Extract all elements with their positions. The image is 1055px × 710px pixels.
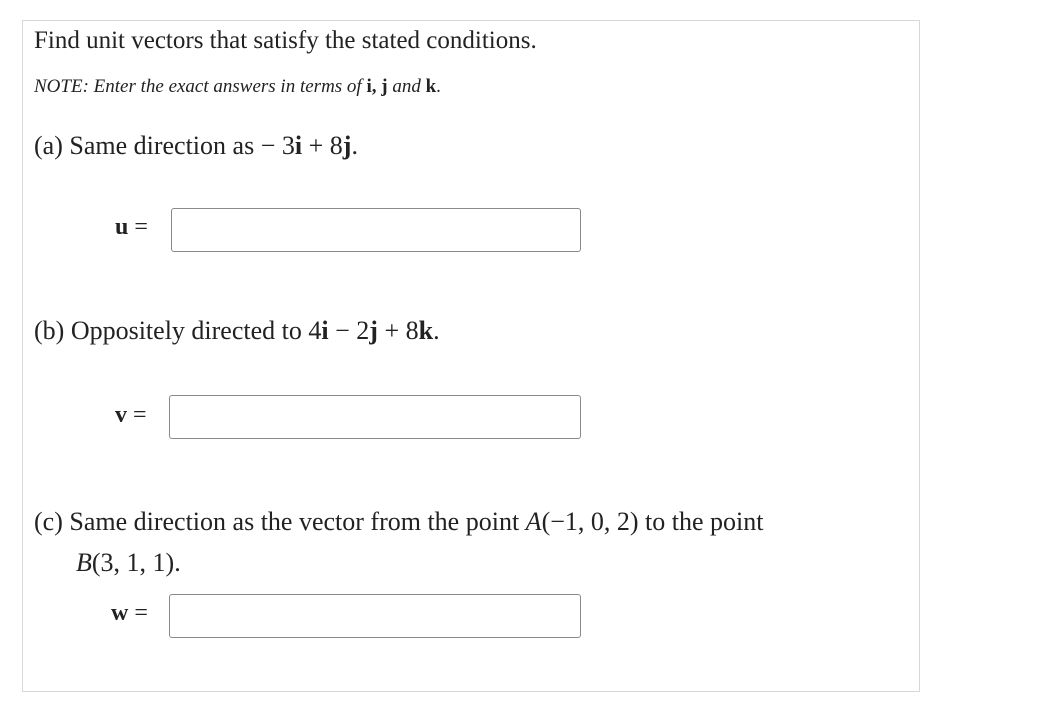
part-b-term-2: + 8 [377,316,419,345]
answer-input-u[interactable] [171,208,581,252]
problem-panel [22,20,920,692]
instruction-text: Find unit vectors that satisfy the stated conditions. [34,27,537,54]
part-a-prompt [34,131,358,161]
answer-eq-u: = [128,214,148,240]
note-lead: NOTE: Enter the exact answers in terms of [34,76,367,97]
part-a-term: + 8 [302,131,343,160]
answer-input-v[interactable] [169,395,581,439]
part-a-unit-j: j [342,131,352,160]
point-b-coords: (3, 1, 1). [91,548,181,577]
part-b-unit-k: k [418,316,434,345]
point-b-name: B [76,548,92,577]
part-b-unit-j: j [369,316,378,345]
point-a-coords: (−1, 0, 2) [541,507,639,536]
part-a-prefix: (a) Same direction as − 3 [34,131,295,160]
part-c-prompt-line2 [76,548,181,578]
part-c-prompt-line1 [34,507,763,537]
note-text [34,76,441,98]
note-symbols: i, j [366,76,388,97]
answer-var-v: v [115,402,127,428]
part-a-unit-i: i [294,131,303,160]
part-b-period: . [433,316,440,345]
point-a-name: A [525,507,542,536]
part-b-prompt [34,316,440,346]
answer-eq-v: = [127,402,147,428]
note-last-symbol: k [425,76,437,97]
part-b-prefix: (b) Oppositely directed to 4 [34,316,322,345]
part-c-mid: to the point [638,507,764,536]
answer-var-w: w [111,600,129,626]
note-end: . [436,76,441,97]
part-b-term-1: − 2 [328,316,370,345]
answer-input-w[interactable] [169,594,581,638]
part-a-period: . [351,131,358,160]
answer-var-u: u [115,214,129,240]
answer-label-v [115,402,147,429]
answer-eq-w: = [128,600,148,626]
note-mid: and [387,76,426,97]
answer-label-w [111,600,148,627]
answer-label-u [115,214,148,241]
part-c-lead: (c) Same direction as the vector from the point [34,507,526,536]
part-b-unit-i: i [321,316,329,345]
